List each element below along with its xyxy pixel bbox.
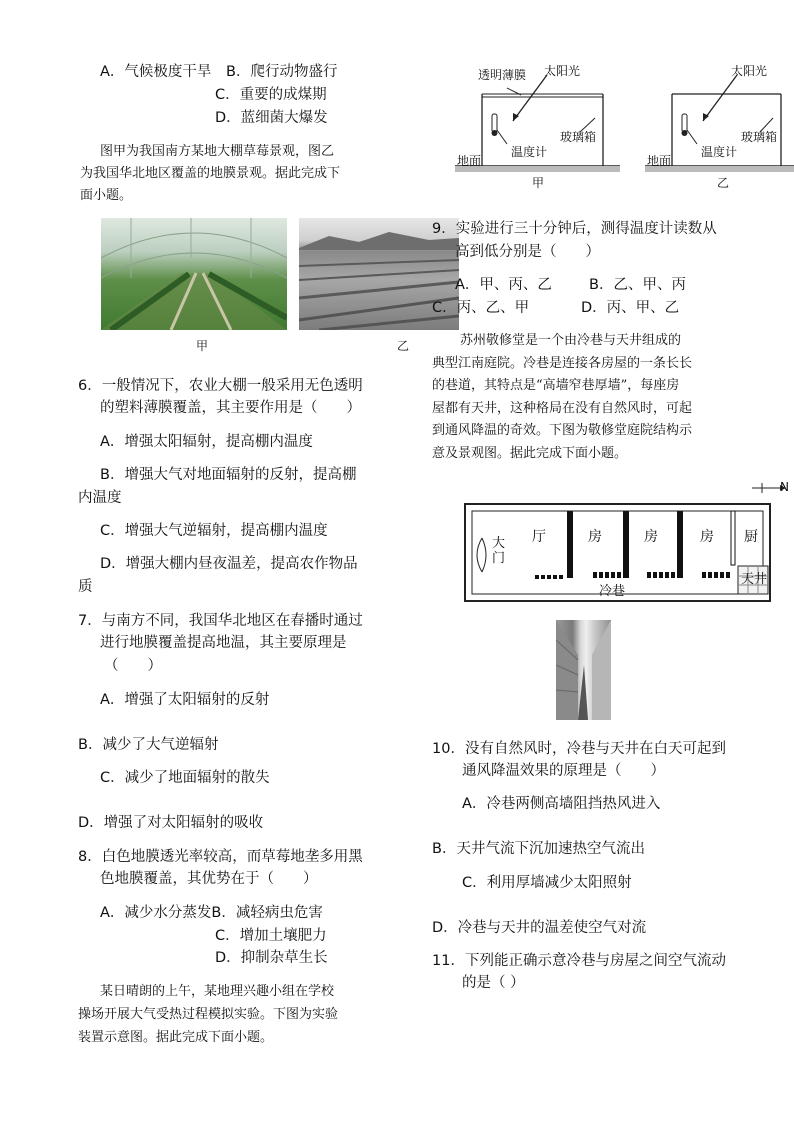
courtyard-plan — [462, 478, 794, 608]
q11-stem-2: 的是（ ） — [462, 975, 525, 991]
experiment-diagram-b — [645, 58, 794, 188]
greenhouse-photo — [101, 218, 287, 330]
diagram-caption-b: 乙 — [717, 176, 730, 190]
sunlight-label-b: 太阳光 — [731, 64, 768, 78]
intro2-line2: 操场开展大气受热过程模拟实验。下图为实验 — [78, 1007, 339, 1022]
q6-stem-1: 6．一般情况下，农业大棚一般采用无色透明 — [78, 378, 363, 394]
intro2-line1: 某日晴朗的上午，某地理兴趣小组在学校 — [100, 984, 335, 999]
room-label-1: 房 — [588, 529, 602, 545]
q5-option-b[interactable]: B．爬行动物盛行 — [226, 64, 338, 80]
q5-option-d[interactable]: D．蓝细菌大爆发 — [215, 110, 328, 126]
thermometer-label-a: 温度计 — [511, 145, 548, 159]
room-label-3: 房 — [700, 529, 714, 545]
experiment-diagram-a — [455, 58, 620, 188]
q9-option-a[interactable]: A．甲、丙、乙 — [455, 277, 552, 293]
intro3-line3: 的巷道，其特点是“高墙窄巷厚墙”，每座房 — [432, 378, 680, 393]
intro1-line2: 为我国华北地区覆盖的地膜景观。据此完成下 — [80, 166, 341, 181]
thermometer-label-b: 温度计 — [701, 145, 738, 159]
sunlight-label-a: 太阳光 — [544, 64, 581, 78]
q6-option-b-cont: 内温度 — [78, 490, 122, 506]
q11-stem-1: 11．下列能正确示意冷巷与房屋之间空气流动 — [432, 953, 726, 969]
cold-alley-photo — [556, 620, 611, 720]
q7-stem-2: 进行地膜覆盖提高地温，其主要原理是 — [100, 635, 347, 651]
q8-option-d[interactable]: D．抑制杂草生长 — [215, 950, 328, 966]
north-label: N — [780, 480, 789, 494]
glass-box-label-a: 玻璃箱 — [560, 130, 597, 144]
q7-option-c[interactable]: C．减少了地面辐射的散失 — [100, 770, 270, 786]
intro3-line6: 意及景观图。据此完成下面小题。 — [432, 446, 628, 461]
q6-option-a[interactable]: A．增强太阳辐射，提高棚内温度 — [100, 434, 313, 450]
ground-label-a: 地面 — [457, 154, 482, 168]
intro3-line2: 典型江南庭院。冷巷是连接各房屋的一条长长 — [432, 356, 693, 371]
q10-stem-1: 10．没有自然风时，冷巷与天井在白天可起到 — [432, 741, 726, 757]
q9-option-b[interactable]: B．乙、甲、丙 — [589, 277, 686, 293]
q8-stem-1: 8．白色地膜透光率较高，而草莓地垄多用黑 — [78, 849, 363, 865]
intro1-line3: 面小题。 — [80, 188, 133, 203]
q10-option-c[interactable]: C．利用厚墙减少太阳照射 — [462, 875, 632, 891]
intro3-line4: 屋都有天井，这种格局在没有自然风时，可起 — [432, 401, 693, 416]
q9-stem-2: 高到低分别是（ ） — [455, 244, 600, 260]
ground-label-b: 地面 — [647, 154, 672, 168]
intro3-line5: 到通风降温的奇效。下图为敬修堂庭院结构示 — [432, 423, 693, 438]
q10-option-a[interactable]: A．冷巷两侧高墙阻挡热风进入 — [462, 796, 661, 812]
q8-option-ab[interactable]: A．减少水分蒸发B．减轻病虫危害 — [100, 905, 323, 921]
q9-stem-1: 9．实验进行三十分钟后，测得温度计读数从 — [432, 221, 717, 237]
glass-box-label-b: 玻璃箱 — [741, 130, 778, 144]
q7-stem-3: （ ） — [104, 658, 162, 674]
courtyard-well-label: 天井 — [741, 572, 768, 587]
q9-option-d[interactable]: D．丙、甲、乙 — [581, 300, 680, 316]
kitchen-label: 厨 — [744, 529, 758, 545]
q5-option-c[interactable]: C．重要的成煤期 — [215, 87, 327, 103]
q7-stem-1: 7．与南方不同，我国华北地区在春播时通过 — [78, 613, 363, 629]
intro2-line3: 装置示意图。据此完成下面小题。 — [78, 1030, 274, 1045]
photo-caption-b: 乙 — [397, 339, 410, 353]
q7-option-a[interactable]: A．增强了太阳辐射的反射 — [100, 692, 270, 708]
q10-stem-2: 通风降温效果的原理是（ ） — [462, 763, 665, 779]
cold-alley-label: 冷巷 — [599, 584, 626, 599]
photo-caption-a: 甲 — [196, 339, 209, 353]
room-label-2: 房 — [644, 529, 658, 545]
hall-label: 厅 — [532, 529, 546, 545]
q7-option-b[interactable]: B．减少了大气逆辐射 — [78, 737, 219, 753]
q9-option-c[interactable]: C．丙、乙、甲 — [432, 300, 530, 316]
q10-option-b[interactable]: B．天井气流下沉加速热空气流出 — [432, 841, 645, 857]
q8-stem-2: 色地膜覆盖，其优势在于（ ） — [100, 871, 318, 887]
diagram-caption-a: 甲 — [532, 176, 545, 190]
q6-option-d-cont: 质 — [78, 579, 93, 595]
q6-option-b[interactable]: B．增强大气对地面辐射的反射，提高棚 — [100, 467, 357, 483]
q7-option-d[interactable]: D．增强了对太阳辐射的吸收 — [78, 815, 264, 831]
q6-option-c[interactable]: C．增强大气逆辐射，提高棚内温度 — [100, 523, 328, 539]
q10-option-d[interactable]: D．冷巷与天井的温差使空气对流 — [432, 920, 647, 936]
q6-option-d[interactable]: D．增强大棚内昼夜温差，提高农作物品 — [100, 556, 358, 572]
q6-stem-2: 的塑料薄膜覆盖，其主要作用是（ ） — [100, 400, 361, 416]
intro3-line1: 苏州敬修堂是一个由冷巷与天井组成的 — [460, 333, 682, 348]
intro1-line1: 图甲为我国南方某地大棚草莓景观，图乙 — [100, 144, 335, 159]
q5-option-a[interactable]: A．气候极度干旱 — [100, 64, 212, 80]
gate-label: 大门 — [492, 536, 506, 566]
q8-option-c[interactable]: C．增加土壤肥力 — [215, 928, 327, 944]
film-label: 透明薄膜 — [478, 68, 527, 82]
